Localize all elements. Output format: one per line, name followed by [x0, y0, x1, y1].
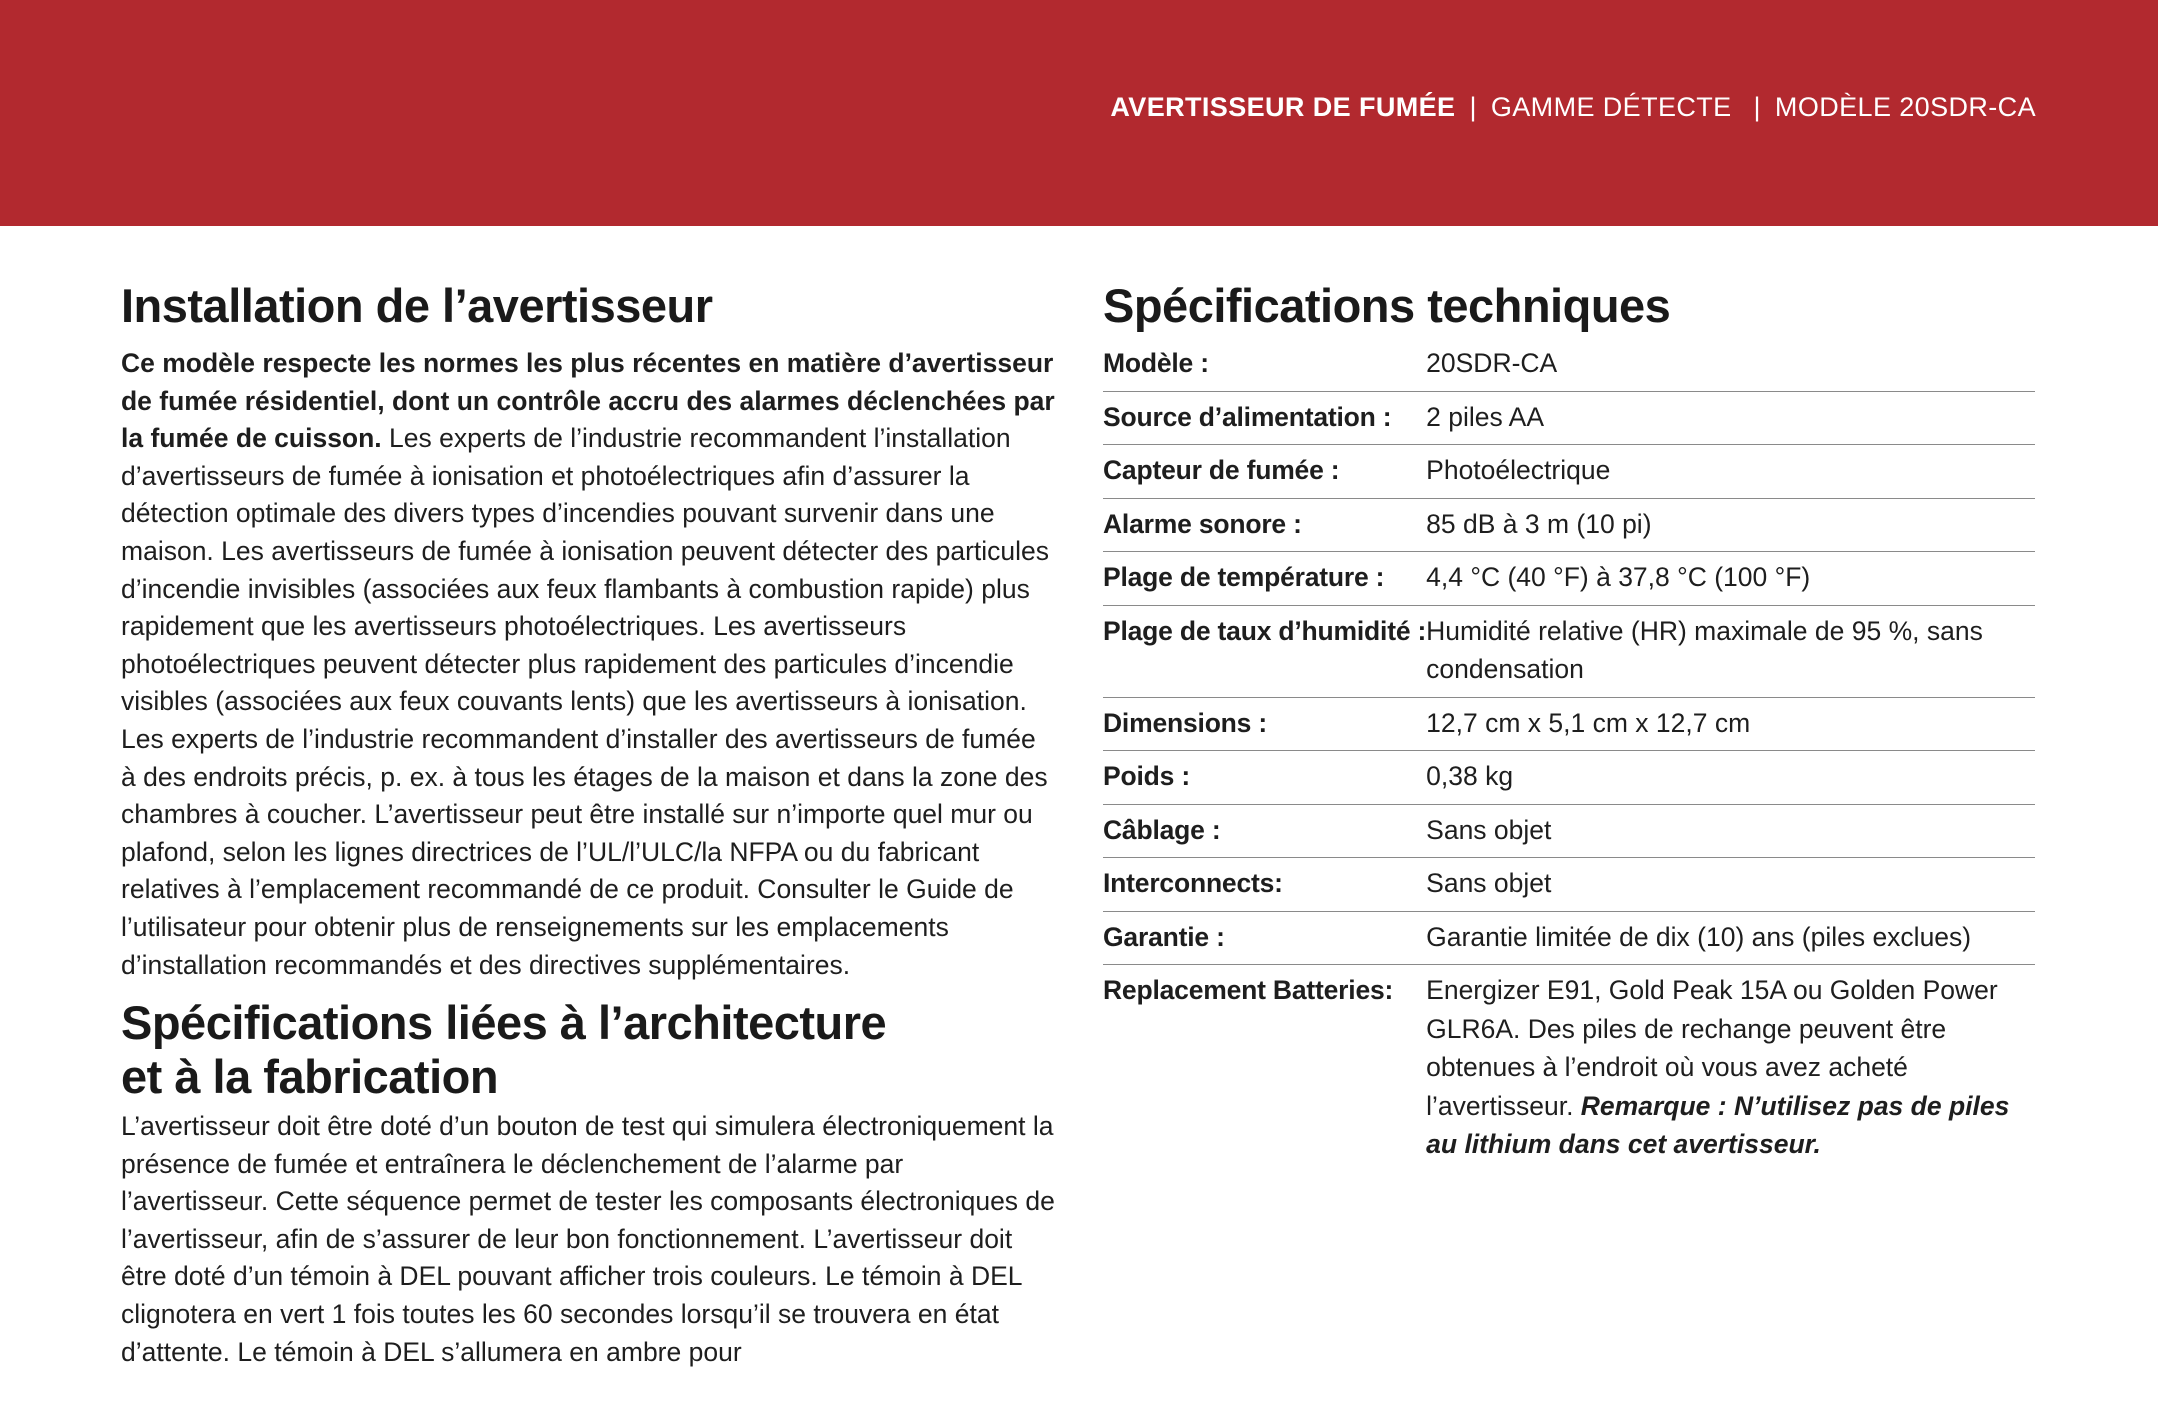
- spec-value-text: Sans objet: [1426, 814, 1552, 845]
- installation-paragraph: [121, 345, 1056, 984]
- spec-value: [1426, 498, 2035, 552]
- spec-value-text: 4,4 °C (40 °F) à 37,8 °C (100 °F): [1426, 562, 1811, 592]
- spec-value-text: Energizer E91, Gold Peak 15A ou Golden Power GLR6A. Des piles de rechange peuvent être obtenues à l’endroit où vous avez acheté l’avertisseur.: [1426, 975, 1998, 1121]
- spec-label: Garantie :: [1103, 911, 1426, 965]
- spec-label: Plage de taux d’humidité :: [1103, 605, 1426, 697]
- left-column: [121, 274, 1056, 1371]
- architecture-heading: [121, 996, 941, 1104]
- spec-value-text: Humidité relative (HR) maximale de 95 %, sans condensation: [1426, 615, 1983, 684]
- spec-label: Alarme sonore :: [1103, 498, 1426, 552]
- spec-value: [1426, 338, 2035, 391]
- spec-row: [1103, 697, 2035, 751]
- spec-label: Câblage :: [1103, 804, 1426, 858]
- architecture-paragraph: L’avertisseur doit être doté d’un bouton de test qui simulera électroniquement la présence de fumée et entraînera le déclenchement de l’alarme par l’avertisseur. Cette séquence permet de tester les composants électroniques de l’avertisseur, afin de s’assurer de leur bon fonctionnement. L’avertisseur doit être doté d’un témoin à DEL pouvant afficher trois couleurs. Le témoin à DEL clignotera en vert 1 fois toutes les 60 secondes lorsqu’il se trouvera en état d’attente. Le témoin à DEL s’allumera en ambre pour: [121, 1111, 1055, 1367]
- spec-row: [1103, 498, 2035, 552]
- spec-row: [1103, 965, 2035, 1172]
- spec-value: [1426, 911, 2035, 965]
- spec-value: [1426, 605, 2035, 697]
- spec-value: [1426, 697, 2035, 751]
- header-separator: |: [1469, 92, 1477, 122]
- installation-intro-bold: Ce modèle respecte les normes les plus récentes en matière d’avertisseur de fumée résidentiel, dont un contrôle accru des alarmes déclenchées par la fumée de cuisson.: [121, 348, 1055, 454]
- spec-value: [1426, 965, 2035, 1172]
- spec-value: [1426, 391, 2035, 445]
- header-separator: |: [1745, 92, 1761, 122]
- spec-value-text: Garantie limitée de dix (10) ans (piles exclues): [1426, 921, 1972, 952]
- spec-row: [1103, 858, 2035, 912]
- spec-label: Interconnects:: [1103, 858, 1426, 912]
- spec-row: [1103, 751, 2035, 805]
- spec-value: [1426, 858, 2035, 912]
- spec-row: [1103, 391, 2035, 445]
- spec-value-text: 12,7 cm x 5,1 cm x 12,7 cm: [1426, 707, 1751, 738]
- spec-note: Remarque : N’utilisez pas de piles au lithium dans cet avertisseur.: [1426, 1090, 2010, 1159]
- header-range: GAMME DÉTECTE: [1490, 92, 1732, 122]
- header-category: AVERTISSEUR DE FUMÉE: [1110, 92, 1456, 122]
- spec-label: Source d’alimentation :: [1103, 391, 1426, 445]
- specs-heading: Spécifications techniques: [1103, 279, 1671, 332]
- spec-value-text: 0,38 kg: [1426, 761, 1514, 791]
- architecture-heading-line1: Spécifications liées à l’architecture: [121, 996, 887, 1050]
- spec-value: [1426, 804, 2035, 858]
- spec-label: Capteur de fumée :: [1103, 445, 1426, 499]
- spec-value: [1426, 751, 2035, 805]
- installation-body: Les experts de l’industrie recommandent l’installation d’avertisseurs de fumée à ionisation et photoélectriques afin d’assurer la détection optimale des divers types d’incendies pouvant survenir dans une maison. Les avertisseurs de fumée à ionisation peuvent détecter des particules d’incendie invisibles (associées aux feux flambants à combustion rapide) plus rapidement que les avertisseurs photoélectriques. Les avertisseurs photoélectriques peuvent détecter plus rapidement des particules d’incendie visibles (associées aux feux couvants lents) que les avertisseurs à ionisation. Les experts de l’industrie recommandent d’installer des avertisseurs de fumée à des endroits précis, p. ex. à tous les étages de la maison et dans la zone des chambres à coucher. L’avertisseur peut être installé sur n’importe quel mur ou plafond, selon les lignes directrices de l’UL/l’ULC/la NFPA ou du fabricant relatives à l’emplacement recommandé de ce produit. Consulter le Guide de l’utilisateur pour obtenir plus de renseignements sur les emplacements d’installation recommandés et des directives supplémentaires.: [121, 423, 1050, 980]
- right-column: [1103, 274, 2035, 1172]
- architecture-heading-line2: et à la fabrication: [121, 1050, 499, 1104]
- spec-value-text: 2 piles AA: [1426, 401, 1545, 432]
- spec-row: [1103, 605, 2035, 697]
- spec-row: [1103, 552, 2035, 606]
- spec-value-text: Sans objet: [1426, 868, 1552, 898]
- spec-value-text: 20SDR-CA: [1426, 348, 1558, 378]
- spec-label: Replacement Batteries:: [1103, 975, 1394, 1005]
- spec-value-text: Photoélectrique: [1426, 455, 1611, 485]
- spec-row: [1103, 338, 2035, 391]
- specs-table: [1103, 338, 2035, 1172]
- spec-row: [1103, 911, 2035, 965]
- header-model: MODÈLE 20SDR-CA: [1774, 92, 2036, 122]
- spec-label: Plage de température :: [1103, 552, 1426, 606]
- spec-label: Poids :: [1103, 751, 1426, 805]
- spec-value-text: 85 dB à 3 m (10 pi): [1426, 508, 1652, 539]
- header-title: [1110, 92, 2036, 123]
- spec-value: [1426, 552, 2035, 606]
- spec-label: Modèle :: [1103, 338, 1426, 391]
- spec-row: [1103, 445, 2035, 499]
- spec-value: [1426, 445, 2035, 499]
- installation-heading: Installation de l’avertisseur: [121, 279, 713, 332]
- spec-label: Dimensions :: [1103, 697, 1426, 751]
- spec-row: [1103, 804, 2035, 858]
